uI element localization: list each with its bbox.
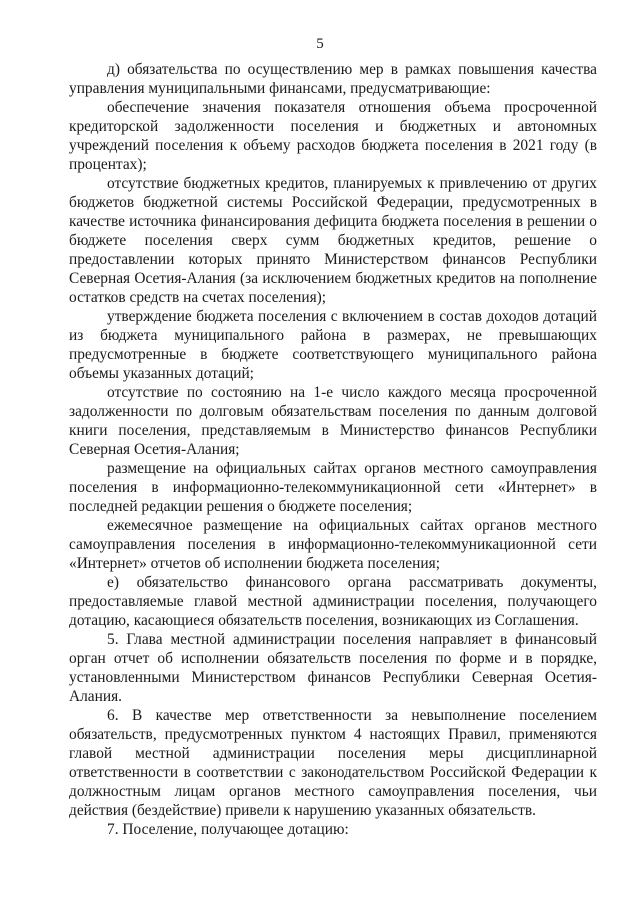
page-number: 5 (316, 36, 324, 52)
paragraph-6-responsibility: 6. В качестве мер ответственности за невыполнение поселением обязательств, предусмотренных пунктом 4 настоящих Правил, применяются главой местной администрации поселения меры дисциплинарной ответственности в соответствии с законодательством Российской Федерации к должностным лицам органов местного самоуправления поселения, чьи действия (бездействие) привели к нарушению указанных обязательств. (69, 707, 597, 819)
paragraph-d-obligations: д) обязательства по осуществлению мер в рамках повышения качества управления муниципальными финансами, предусматривающие: (69, 61, 597, 97)
document-body (69, 60, 597, 839)
paragraph-e-obligation: е) обязательство финансового органа рассматривать документы, предоставляемые главой местной администрации поселения, получающего дотацию, касающиеся обязательств поселения, возникающих из Соглашения. (69, 574, 597, 629)
paragraph-budget-approval: утверждение бюджета поселения с включением в состав доходов дотаций из бюджета муниципального района в размерах, не превышающих предусмотренные в бюджете соответствующего муниципального района объемы указанных дотаций; (69, 308, 597, 382)
paragraph-monthly-publication: ежемесячное размещение на официальных сайтах органов местного самоуправления поселения в информационно-телекоммуникационной сети «Интернет» отчетов об исполнении бюджета поселения; (69, 517, 597, 572)
paragraph-no-overdue-debt: отсутствие по состоянию на 1-е число каждого месяца просроченной задолженности по долговым обязательствам поселения по данным долговой книги поселения, представляемым в Министерство финансов Республики Северная Осетия-Алания; (69, 384, 597, 458)
paragraph-7-settlement: 7. Поселение, получающее дотацию: (107, 821, 349, 838)
paragraph-publish-budget-decision: размещение на официальных сайтах органов местного самоуправления поселения в информационно-телекоммуникационной сети «Интернет» в последней редакции решения о бюджете поселения; (69, 460, 597, 515)
paragraph-overdue-payables: обеспечение значения показателя отношения объема просроченной кредиторской задолженности поселения и бюджетных и автономных учреждений поселения к объему расходов бюджета поселения в 2021 году (в процентах); (69, 99, 597, 173)
paragraph-5-report: 5. Глава местной администрации поселения направляет в финансовый орган отчет об исполнении обязательств поселения по форме и в порядке, установленными Министерством финансов Республики Северная Осетия-Алания. (69, 631, 597, 705)
paragraph-no-budget-credits: отсутствие бюджетных кредитов, планируемых к привлечению от других бюджетов бюджетной системы Российской Федерации, предусмотренных в качестве источника финансирования дефицита бюджета поселения в решении о бюджете поселения сверх сумм бюджетных кредитов, решение о предоставлении которых принято Министерством финансов Республики Северная Осетия-Алания (за исключением бюджетных кредитов на пополнение остатков средств на счетах поселения); (69, 175, 597, 306)
